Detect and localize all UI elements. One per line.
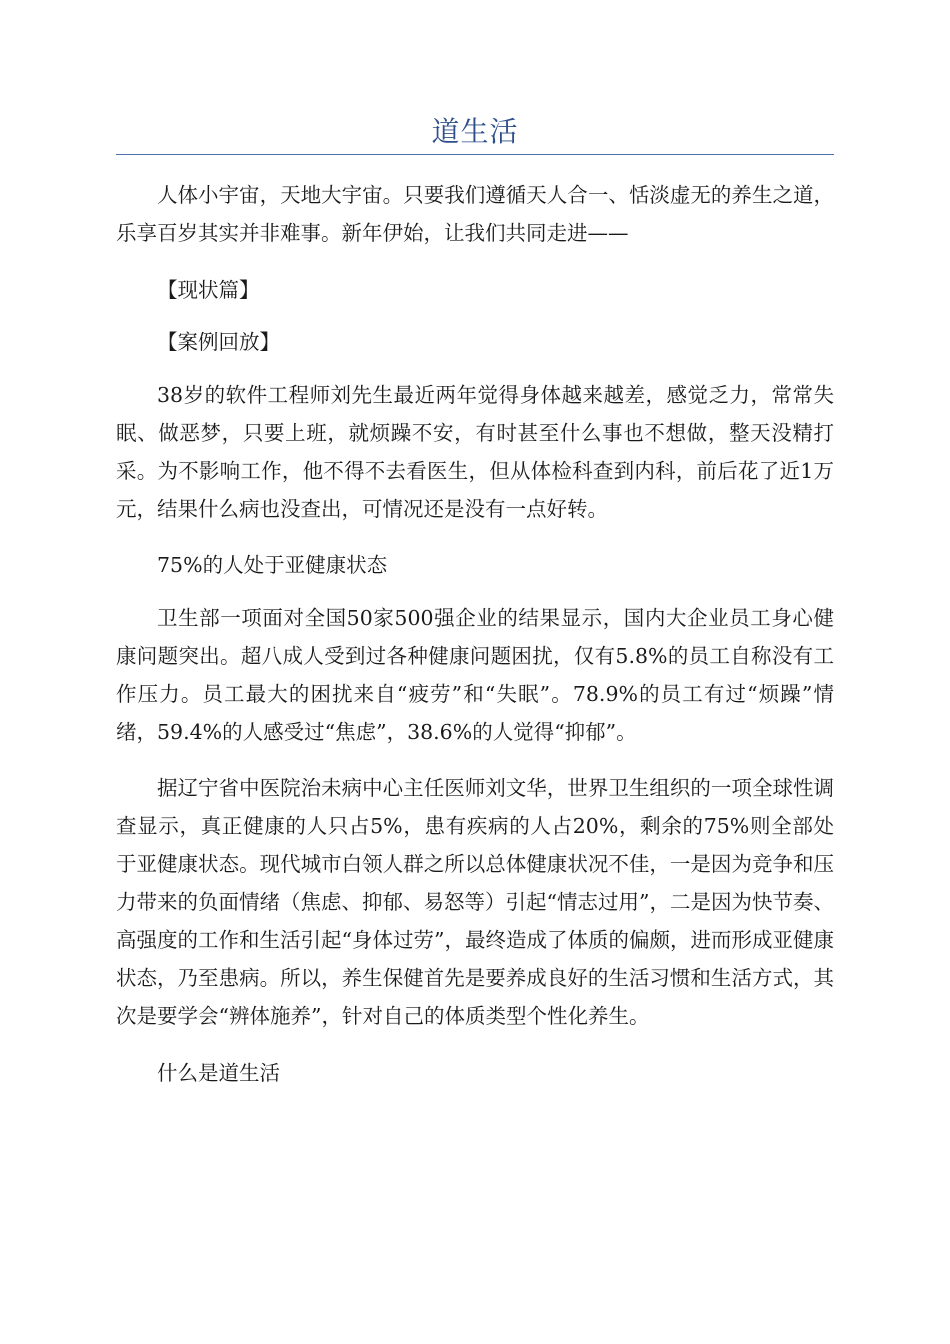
section-heading-status: 【现状篇】	[157, 277, 260, 302]
title-underline	[116, 154, 834, 155]
subheading-subhealth-stat: 75%的人处于亚健康状态	[157, 553, 388, 577]
section-heading-case-review: 【案例回放】	[157, 330, 280, 354]
subheading-what-is-dao-life: 什么是道生活	[157, 1060, 280, 1085]
intro-paragraph: 人体小宇宙，天地大宇宙。只要我们遵循天人合一、恬淡虚无的养生之道，乐享百岁其实并非难事。新年伊始，让我们共同走进——	[116, 183, 834, 245]
who-survey-paragraph: 据辽宁省中医院治未病中心主任医师刘文华，世界卫生组织的一项全球性调查显示，真正健康的人只占5%，患有疾病的人占20%，剩余的75%则全部处于亚健康状态。现代城市白领人群之所以总体健康状况不佳，一是因为竞争和压力带来的负面情绪（焦虑、抑郁、易怒等）引起“情志过用”，二是因为快节奏、高强度的工作和生活引起“身体过劳”，最终造成了体质的偏颇，进而形成亚健康状态，乃至患病。所以，养生保健首先是要养成良好的生活习惯和生活方式，其次是要学会“辨体施养”，针对自己的体质类型个性化养生。	[116, 776, 834, 1028]
document-title: 道生活	[431, 115, 519, 148]
survey-paragraph: 卫生部一项面对全国50家500强企业的结果显示，国内大企业员工身心健康问题突出。超八成人受到过各种健康问题困扰，仅有5.8%的员工自称没有工作压力。员工最大的困扰来自“疲劳”和“失眠”。78.9%的员工有过“烦躁”情绪，59.4%的人感受过“焦虑”，38.6%的人觉得“抑郁”。	[116, 605, 834, 744]
case-paragraph: 38岁的软件工程师刘先生最近两年觉得身体越来越差，感觉乏力，常常失眠、做恶梦，只要上班，就烦躁不安，有时甚至什么事也不想做，整天没精打采。为不影响工作，他不得不去看医生，但从体检科查到内科，前后花了近1万元，结果什么病也没查出，可情况还是没有一点好转。	[116, 382, 834, 521]
document-body	[116, 176, 834, 1106]
